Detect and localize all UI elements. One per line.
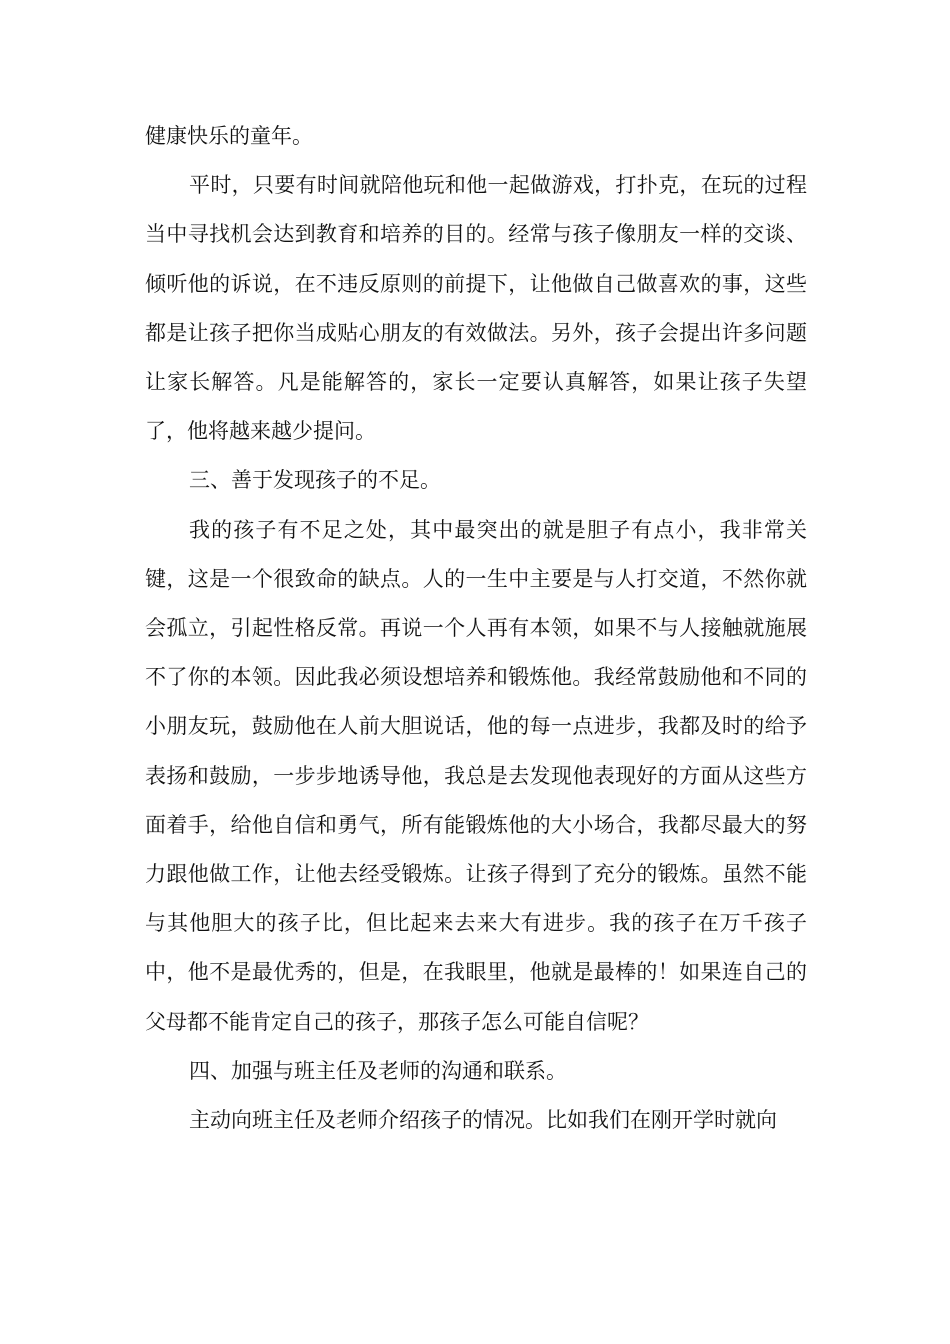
paragraph-2: 平时，只要有时间就陪他玩和他一起做游戏，打扑克，在玩的过程当中寻找机会达到教育和培养的目的。经常与孩子像朋友一样的交谈、倾听他的诉说，在不违反原则的前提下，让他做自己做喜欢的事，这些都是让孩子把你当成贴心朋友的有效做法。另外，孩子会提出许多问题让家长解答。凡是能解答的，家长一定要认真解答，如果让孩子失望了，他将越来越少提问。	[145, 173, 807, 444]
paragraph-4: 我的孩子有不足之处，其中最突出的就是胆子有点小，我非常关键，这是一个很致命的缺点。人的一生中主要是与人打交道，不然你就会孤立，引起性格反常。再说一个人再有本领，如果不与人接触就施展不了你的本领。因此我必须设想培养和锻炼他。我经常鼓励他和不同的小朋友玩，鼓励他在人前大胆说话，他的每一点进步，我都及时的给予表扬和鼓励，一步步地诱导他，我总是去发现他表现好的方面从这些方面着手，给他自信和勇气，所有能锻炼他的大小场合，我都尽最大的努力跟他做工作，让他去经受锻炼。让孩子得到了充分的锻炼。虽然不能与其他胆大的孩子比，但比起来去来大有进步。我的孩子在万千孩子中，他不是最优秀的，但是，在我眼里，他就是最棒的！如果连自己的父母都不能肯定自己的孩子，那孩子怎么可能自信呢？	[145, 517, 807, 1034]
paragraph-6: 主动向班主任及老师介绍孩子的情况。比如我们在刚开学时就向	[189, 1108, 777, 1133]
document-body	[145, 112, 807, 1145]
section-heading-3: 三、善于发现孩子的不足。	[189, 468, 441, 493]
paragraph-1: 健康快乐的童年。	[145, 124, 313, 148]
section-heading-4: 四、加强与班主任及老师的沟通和联系。	[189, 1058, 567, 1083]
